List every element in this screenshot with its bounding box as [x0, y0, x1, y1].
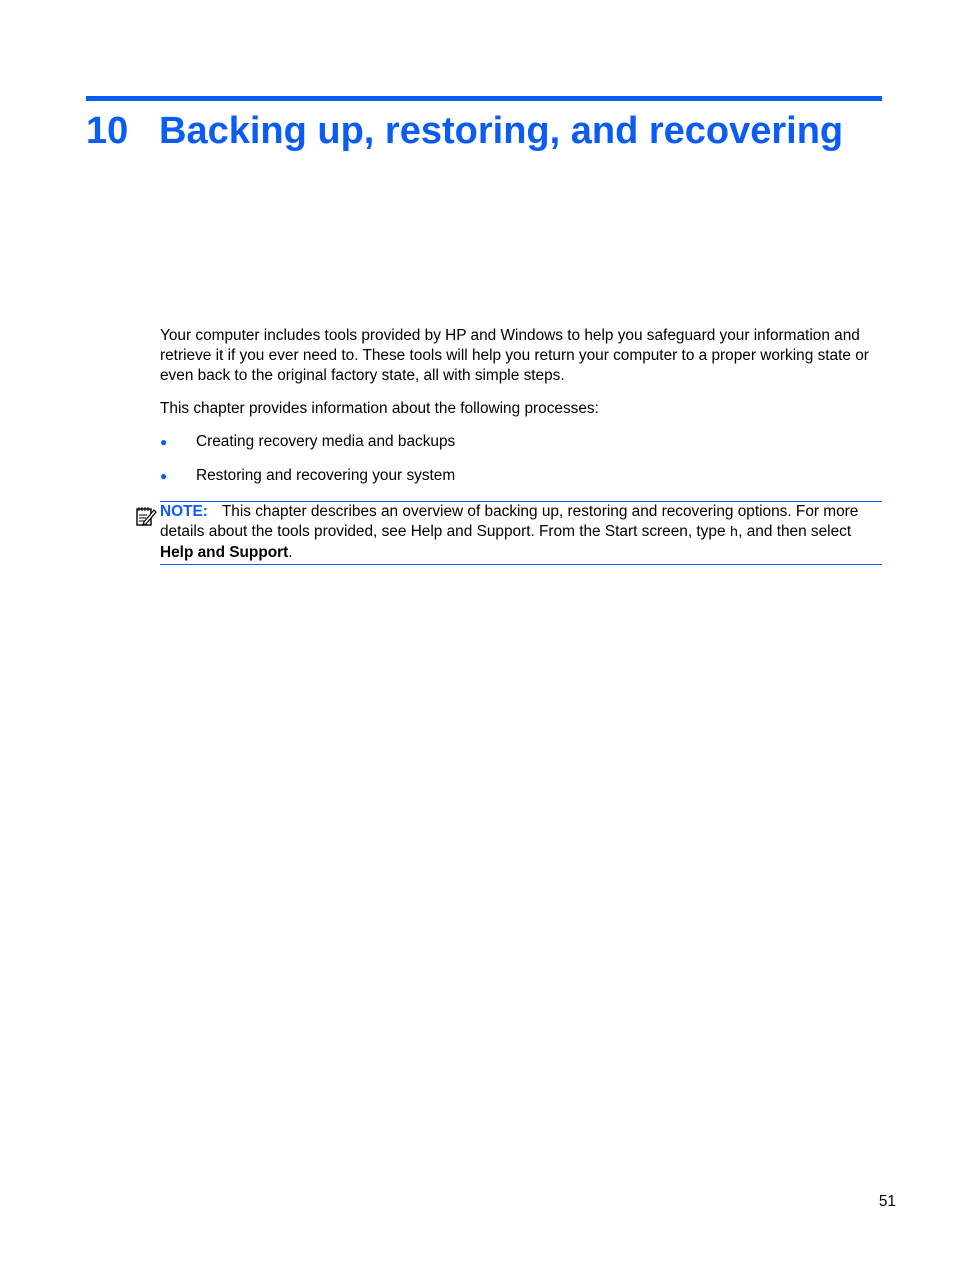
- list-item-text: Creating recovery media and backups: [196, 433, 456, 450]
- note-pad-icon: [135, 505, 157, 527]
- note-label: NOTE:: [160, 503, 208, 520]
- list-item: [160, 466, 882, 486]
- list-lead-paragraph: This chapter provides information about the following processes:: [160, 400, 599, 417]
- chapter-rule: [86, 96, 882, 101]
- bullet-icon: ●: [160, 435, 168, 449]
- intro-paragraph: Your computer includes tools provided by HP and Windows to help you safeguard your information and retrieve it if you ever need to. These tools will help you return your computer to a proper working state or even back to the original factory state, all with simple steps.: [160, 327, 869, 384]
- process-list: [160, 432, 882, 486]
- note-box: [160, 501, 882, 565]
- chapter-title: [86, 107, 843, 155]
- chapter-number: 10: [86, 110, 129, 152]
- note-text: This chapter describes an overview of backing up, restoring and recovering options. For more details about the tools provided, see Help and Support. From the Start screen, type: [160, 503, 859, 540]
- chapter-title-text: Backing up, restoring, and recovering: [159, 110, 844, 152]
- list-item: [160, 432, 882, 452]
- page-number: 51: [878, 1193, 896, 1210]
- note-code: h: [729, 525, 739, 541]
- help-and-support-term: Help and Support: [160, 544, 289, 561]
- list-item-text: Restoring and recovering your system: [196, 467, 456, 484]
- bullet-icon: ●: [160, 469, 168, 483]
- note-text-end: .: [288, 544, 293, 561]
- chapter-body: [160, 326, 882, 500]
- note-text-middle: , and then select: [738, 523, 852, 540]
